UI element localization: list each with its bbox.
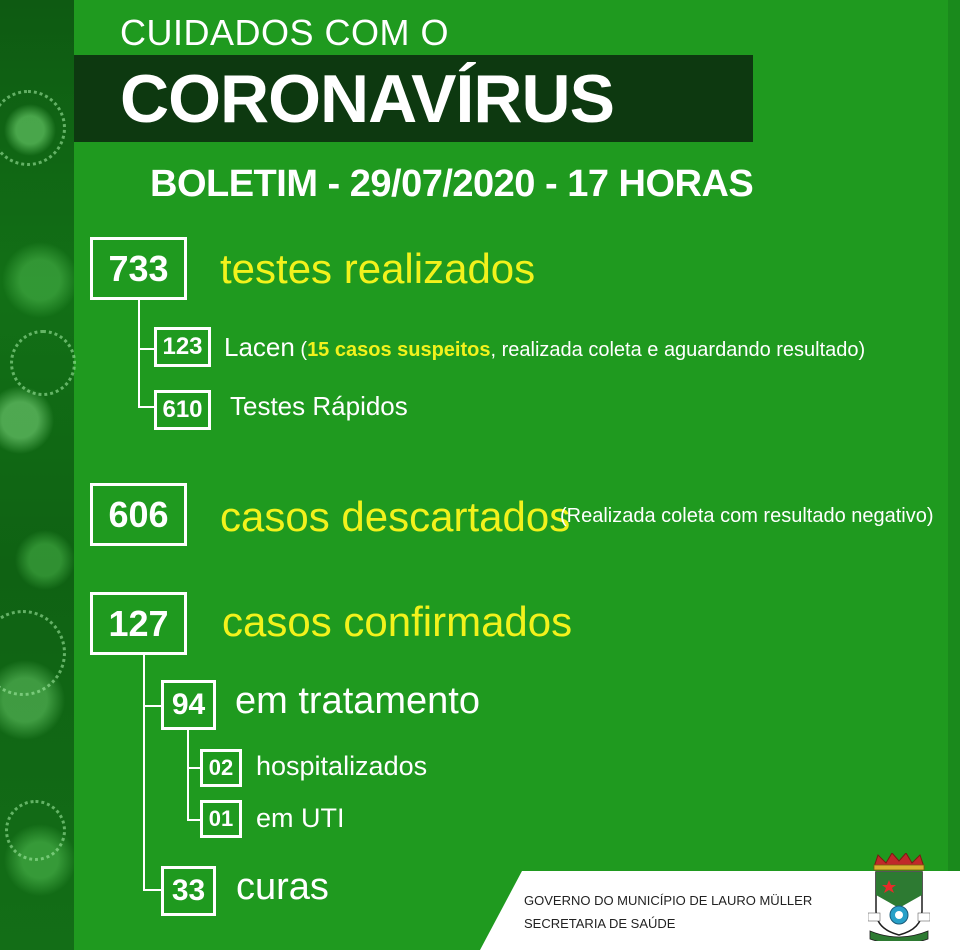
virus-decoration-band [0,0,74,950]
icu-label: em UTI [256,803,345,833]
confirmed-label: casos confirmados [222,598,573,645]
tree-connector [187,730,189,820]
footer-government: GOVERNO DO MUNICÍPIO DE LAURO MÜLLER [524,893,813,908]
bulletin-date: BOLETIM - 29/07/2020 - 17 HORAS [150,163,754,205]
tree-connector [143,889,161,891]
right-border [948,0,960,950]
cured-count-box: 33 [161,866,216,916]
discarded-count-box: 606 [90,483,187,546]
discarded-note: (Realizada coleta com resultado negativo) [560,505,934,527]
lacen-count-box: 123 [154,327,211,367]
cured-label: curas [236,866,329,908]
tree-connector [138,406,154,408]
hospital-label: hospitalizados [256,751,428,781]
header-line1: CUIDADOS COM O [120,12,450,53]
tree-connector [143,705,161,707]
tests-label: testes realizados [220,245,536,292]
lacen-suspects: 15 casos suspeitos [307,339,491,361]
tree-connector [138,300,140,407]
rapid-count-box: 610 [154,390,211,430]
tests-total-box: 733 [90,237,187,300]
footer-department: SECRETARIA DE SAÚDE [524,916,676,931]
virus-icon [5,800,66,861]
lacen-detail: , realizada coleta e aguardando resultado) [490,339,866,361]
virus-icon [0,90,66,166]
tree-connector [143,655,145,890]
page-title: CORONAVÍRUS [120,61,614,137]
tree-connector [187,819,200,821]
hospital-count-box: 02 [200,749,242,787]
treatment-label: em tratamento [235,680,480,722]
treatment-count-box: 94 [161,680,216,730]
rapid-label: Testes Rápidos [230,391,408,421]
virus-icon [10,330,76,396]
confirmed-count-box: 127 [90,592,187,655]
tree-connector [138,348,154,350]
discarded-label: casos descartados [220,493,571,540]
lacen-line [224,332,865,363]
municipal-crest-logo [868,853,930,941]
lacen-label: Lacen [224,332,295,362]
tree-connector [187,767,200,769]
lacen-open: ( [294,339,308,361]
virus-icon [0,610,66,696]
icu-count-box: 01 [200,800,242,838]
